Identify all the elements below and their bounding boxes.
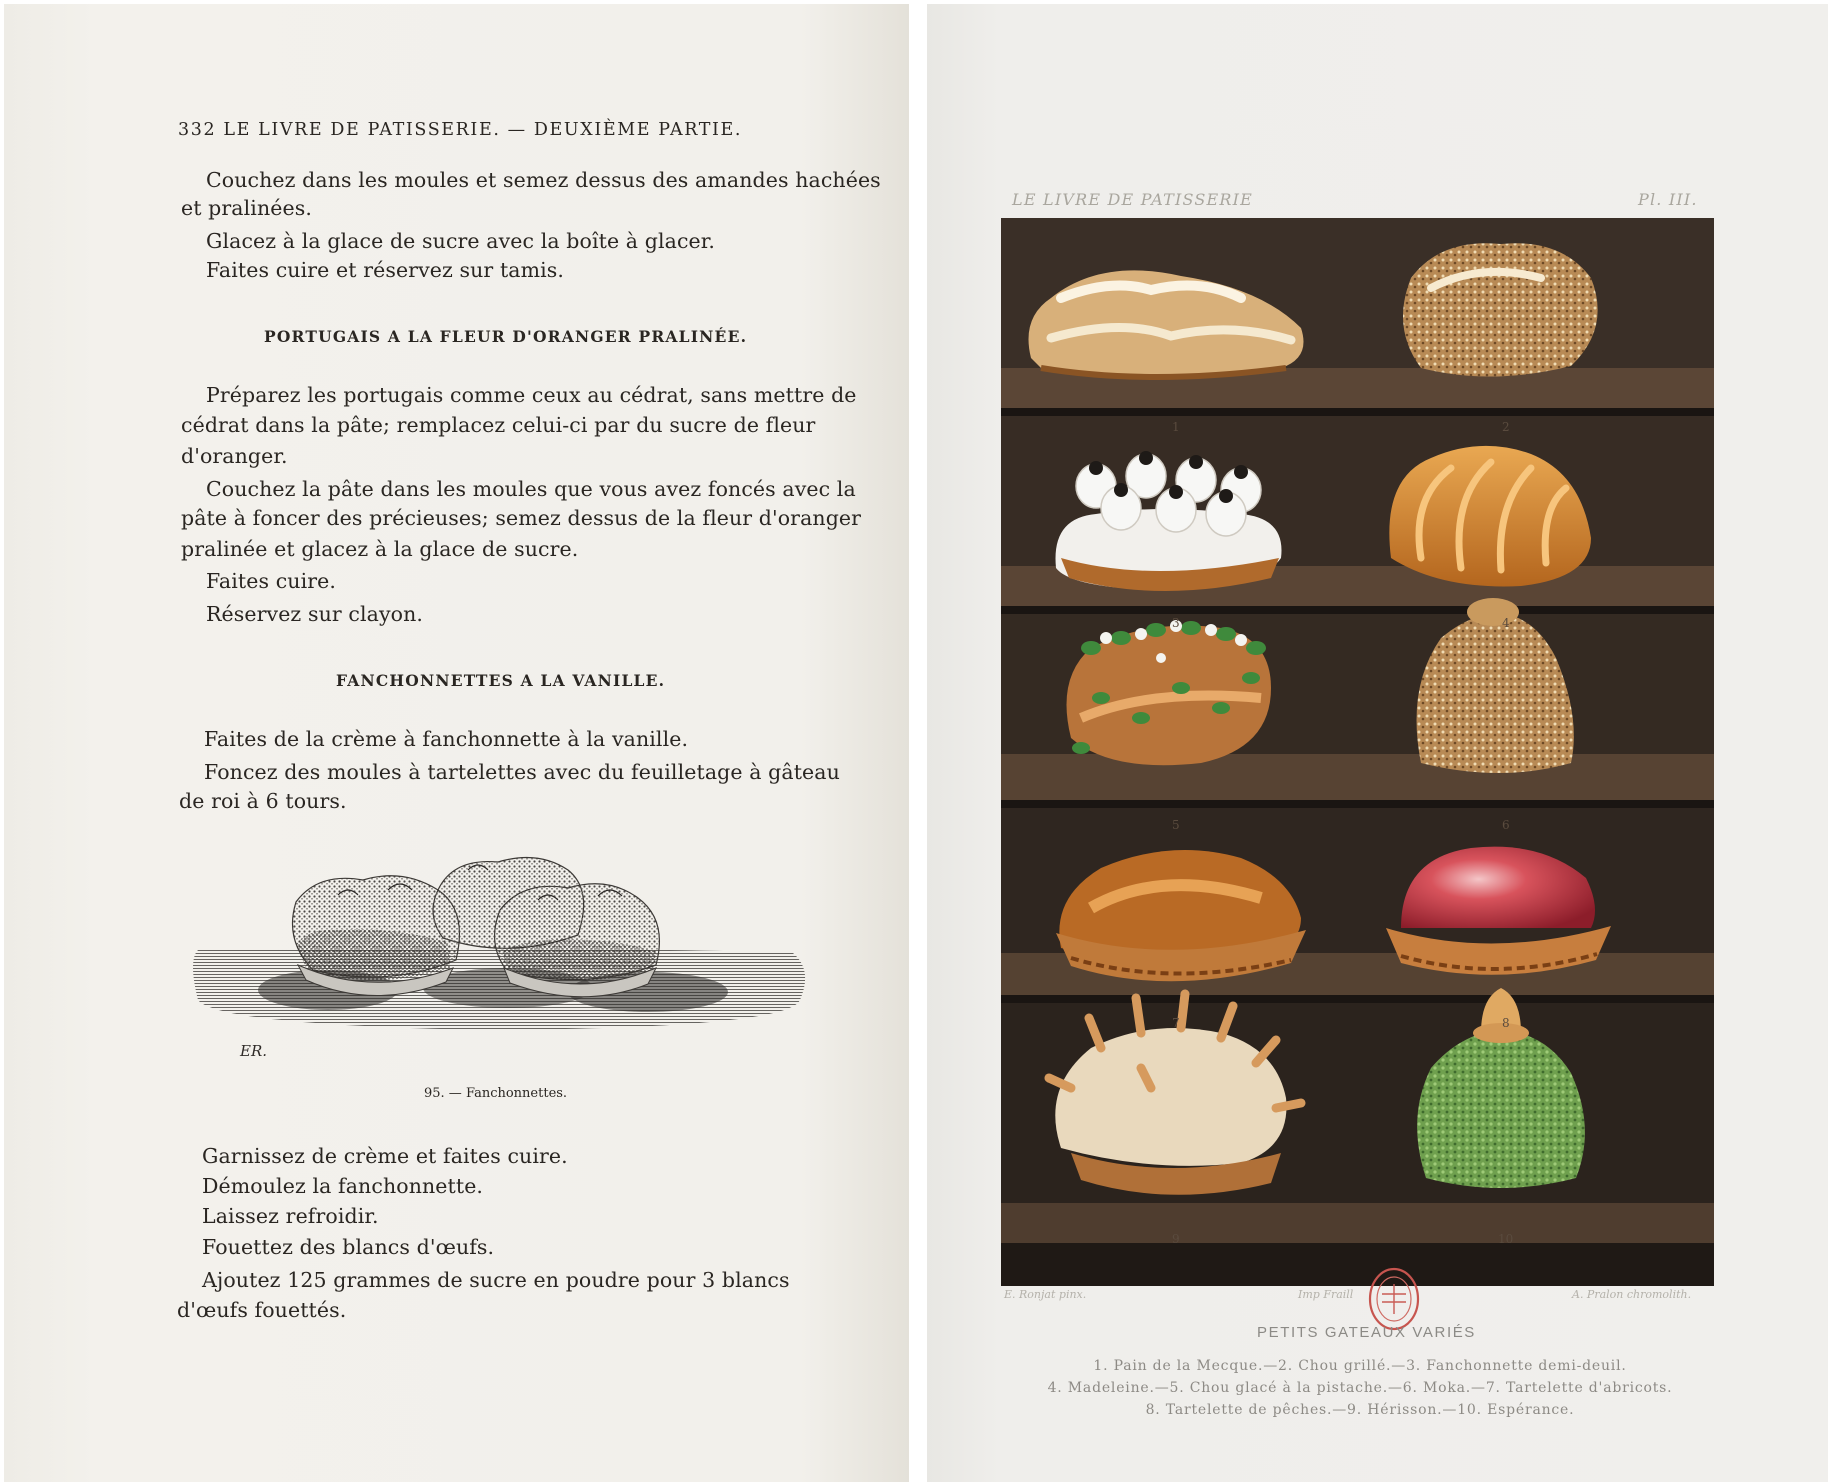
text-line: Fouettez des blancs d'œufs. bbox=[202, 1235, 495, 1259]
text-line: Faites cuire. bbox=[206, 569, 337, 593]
lithographer-credit: A. Pralon chromolith. bbox=[1572, 1288, 1692, 1301]
text-line: Foncez des moules à tartelettes avec du feuilletage à gâteau bbox=[204, 760, 840, 784]
painter-credit: E. Ronjat pinx. bbox=[1004, 1288, 1087, 1301]
text-line: Réservez sur clayon. bbox=[206, 602, 423, 626]
text-line: de roi à 6 tours. bbox=[179, 789, 347, 813]
text-line: d'oranger. bbox=[181, 444, 288, 468]
section-heading: FANCHONNETTES A LA VANILLE. bbox=[336, 671, 666, 690]
running-head: 332 LE LIVRE DE PATISSERIE. — DEUXIÈME PARTIE. bbox=[178, 120, 743, 140]
text-line: Couchez la pâte dans les moules que vous avez foncés avec la bbox=[206, 477, 856, 501]
shelf-number: 5 bbox=[1172, 818, 1180, 832]
page-gutter bbox=[909, 0, 927, 1482]
plate-legend-line: 4. Madeleine.—5. Chou glacé à la pistache.—6. Moka.—7. Tartelette d'abricots. bbox=[1047, 1380, 1673, 1396]
text-line: Faites cuire et réservez sur tamis. bbox=[206, 258, 565, 282]
library-stamp bbox=[1366, 1266, 1422, 1332]
shelf-number: 6 bbox=[1502, 818, 1510, 832]
text-line: Laissez refroidir. bbox=[202, 1204, 379, 1228]
plate-legend-line: 8. Tartelette de pêches.—9. Hérisson.—10. Espérance. bbox=[1145, 1402, 1575, 1418]
shelf-number: 3 bbox=[1172, 616, 1180, 630]
shelf-number: 9 bbox=[1172, 1232, 1180, 1246]
text-line: Glacez à la glace de sucre avec la boîte à glacer. bbox=[206, 229, 716, 253]
chromolithograph-plate bbox=[1001, 218, 1714, 1286]
engraver-signature: ER. bbox=[240, 1042, 268, 1060]
text-line: et pralinées. bbox=[181, 196, 312, 220]
text-line: pâte à foncer des précieuses; semez dessus de la fleur d'oranger bbox=[181, 506, 862, 530]
text-line: d'œufs fouettés. bbox=[177, 1298, 347, 1322]
plate-legend-line: 1. Pain de la Mecque.—2. Chou grillé.—3. Fanchonnette demi-deuil. bbox=[1093, 1358, 1627, 1374]
text-line: cédrat dans la pâte; remplacez celui-ci par du sucre de fleur bbox=[181, 413, 816, 437]
text-line: Garnissez de crème et faites cuire. bbox=[202, 1144, 568, 1168]
shelf-number: 8 bbox=[1502, 1016, 1510, 1030]
text-line: Préparez les portugais comme ceux au cédrat, sans mettre de bbox=[206, 383, 857, 407]
text-line: Ajoutez 125 grammes de sucre en poudre pour 3 blancs bbox=[202, 1268, 790, 1292]
text-line: Faites de la crème à fanchonnette à la vanille. bbox=[204, 727, 689, 751]
text-line: Démoulez la fanchonnette. bbox=[202, 1174, 484, 1198]
plate-book-title: LE LIVRE DE PATISSERIE bbox=[1012, 190, 1254, 209]
shelf-number: 1 bbox=[1172, 420, 1180, 434]
section-heading: PORTUGAIS A LA FLEUR D'ORANGER PRALINÉE. bbox=[264, 327, 748, 346]
fanchonnettes-engraving bbox=[188, 850, 808, 1070]
shelf-number: 7 bbox=[1172, 1016, 1180, 1030]
printer-credit: Imp Fraill bbox=[1298, 1288, 1354, 1301]
shelf-number: 10 bbox=[1498, 1232, 1514, 1246]
plate-title: PETITS GATEAUX VARIÉS bbox=[1257, 1324, 1476, 1341]
shelf-number: 2 bbox=[1502, 420, 1510, 434]
figure-caption: 95. — Fanchonnettes. bbox=[424, 1086, 568, 1101]
text-line: Couchez dans les moules et semez dessus des amandes hachées bbox=[206, 168, 881, 192]
shelf-number: 4 bbox=[1502, 616, 1510, 630]
plate-number: Pl. III. bbox=[1638, 190, 1698, 209]
text-line: pralinée et glacez à la glace de sucre. bbox=[181, 537, 579, 561]
